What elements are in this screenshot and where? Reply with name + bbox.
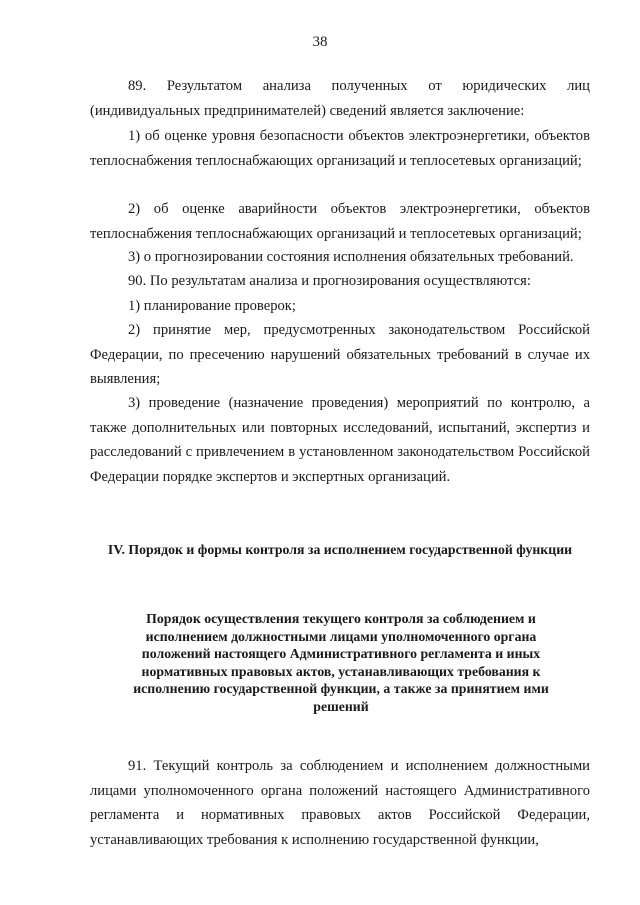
paragraph-89: 89. Результатом анализа полученных от юридических лиц (индивидуальных предпринимателей) сведений является заключение:: [90, 78, 590, 119]
list-item-89-3: 3) о прогнозировании состояния исполнения обязательных требований.: [128, 249, 574, 265]
list-item-90-3: 3) проведение (назначение проведения) мероприятий по контролю, а также дополнительных или повторных исследований, испытаний, экспертиз и расследований с привлечением в установленном законодательством Российской Федерации порядке экспертов и экспертных организаций.: [90, 395, 590, 485]
list-item-89-2: 2) об оценке аварийности объектов электроэнергетики, объектов теплоснабжения теплоснабжающих организаций и теплосетевых организаций;: [90, 201, 590, 242]
paragraph-90: 90. По результатам анализа и прогнозирования осуществляются:: [128, 273, 531, 289]
paragraph-91: 91. Текущий контроль за соблюдением и исполнением должностными лицами уполномоченного органа положений настоящего Административного регламента и нормативных правовых актов Российской Федерации, устанавливающих требования к исполнению государственной функции,: [90, 758, 590, 848]
list-item-89-1: 1) об оценке уровня безопасности объектов электроэнергетики, объектов теплоснабжения теплоснабжающих организаций и теплосетевых организаций;: [90, 128, 590, 169]
subsection-heading: Порядок осуществления текущего контроля за соблюдением и исполнением должностными лицами уполномоченного органа положений настоящего Административного регламента и иных нормативных правовых актов, устанавливающих требования к исполнению государственной функции, а также за принятием ими решений: [133, 611, 549, 714]
page-number: 38: [312, 34, 328, 50]
section-heading: IV. Порядок и формы контроля за исполнением государственной функции: [107, 542, 573, 557]
list-item-90-2: 2) принятие мер, предусмотренных законодательством Российской Федерации, по пресечению нарушений обязательных требований в случае их выявления;: [90, 322, 590, 387]
list-item-90-1: 1) планирование проверок;: [128, 298, 296, 314]
